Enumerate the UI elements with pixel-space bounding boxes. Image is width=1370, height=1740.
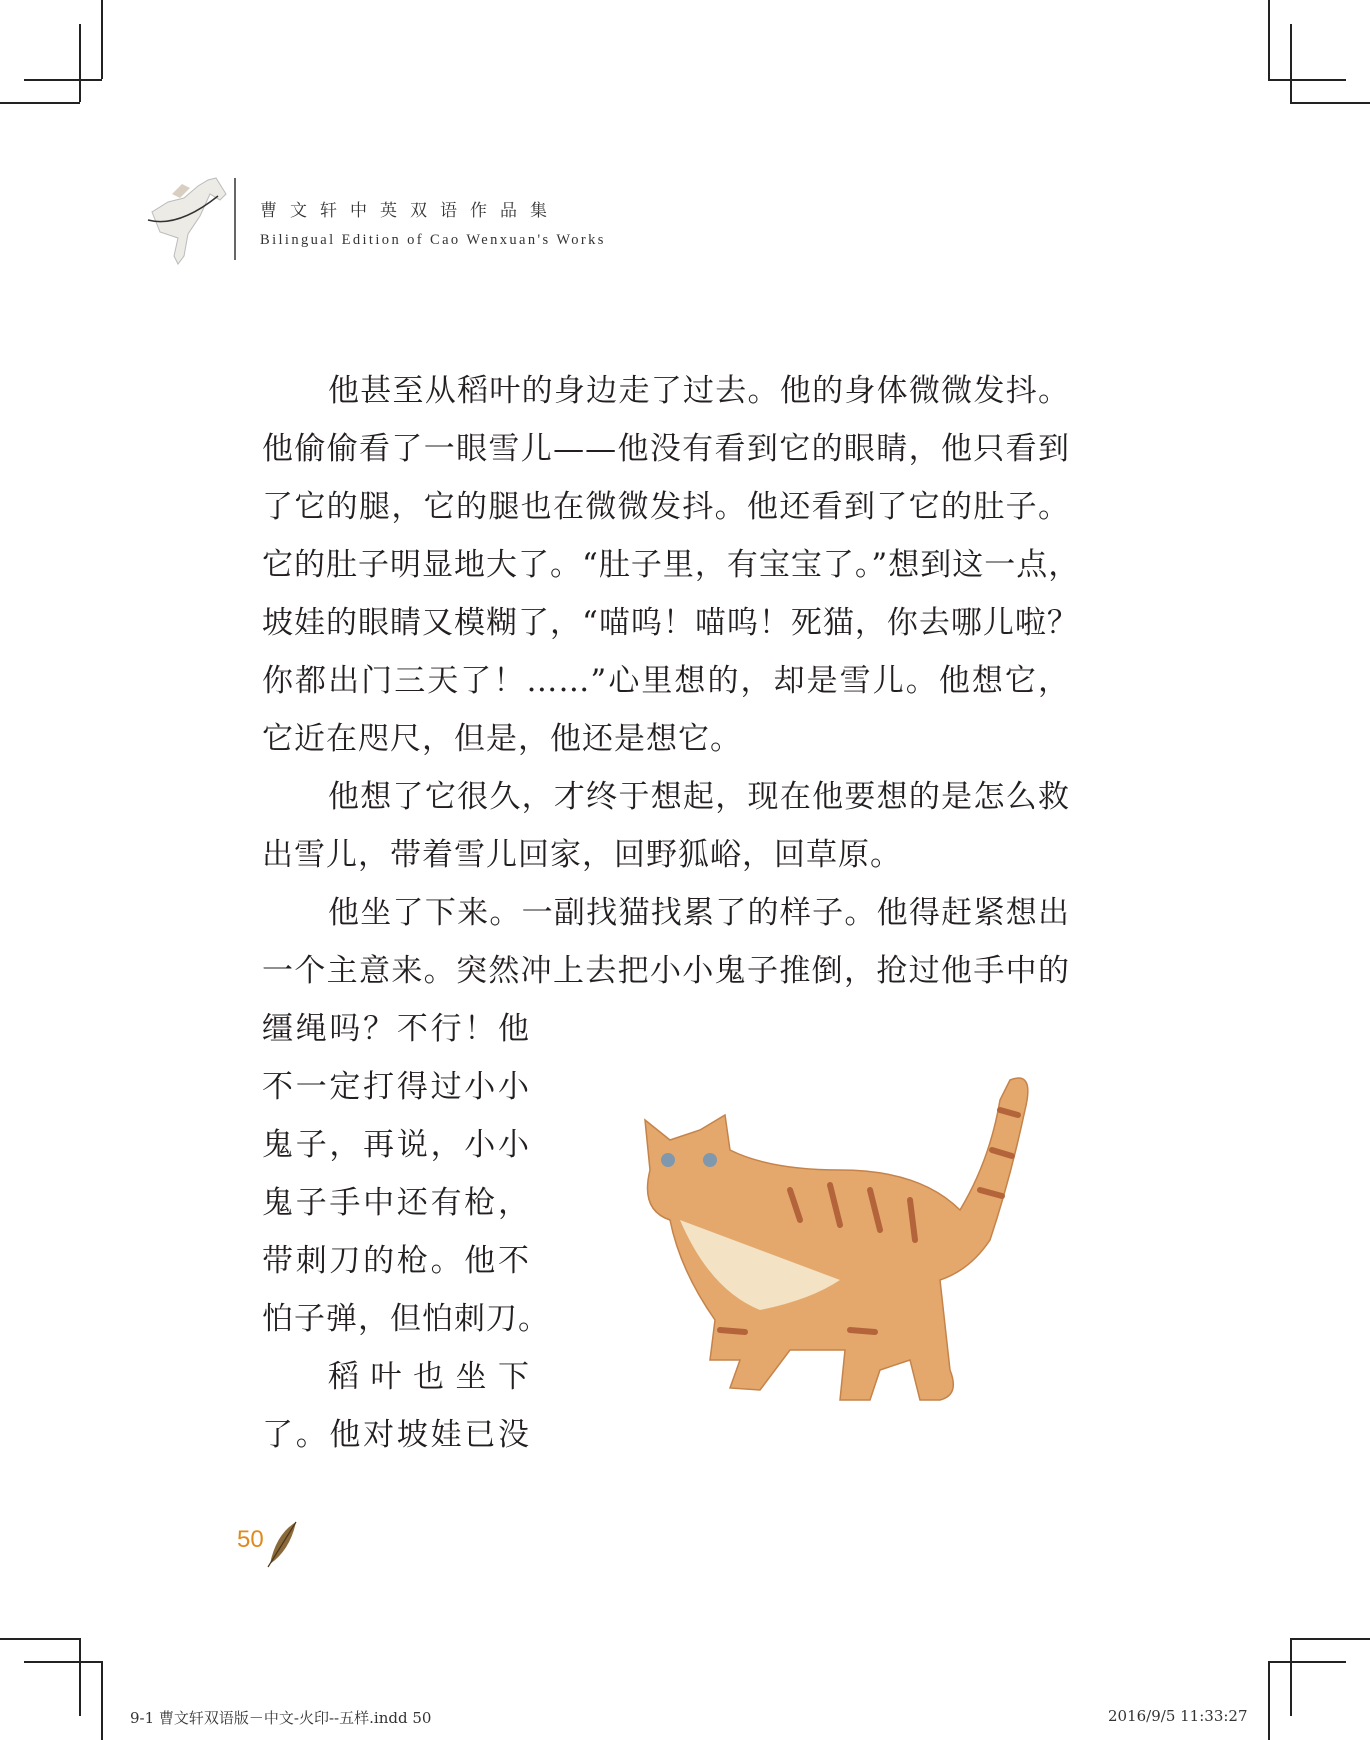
series-title-chinese: 曹文轩中英双语作品集 <box>260 201 560 221</box>
text-line: 他想了它很久，才终于想起，现在他要想的是怎么救 <box>328 779 1070 815</box>
series-title-english: Bilingual Edition of Cao Wenxuan's Works <box>260 232 606 248</box>
text-line: 带刺刀的枪。他不 <box>262 1243 530 1279</box>
print-slug-timestamp: 2016/9/5 11:33:27 <box>1108 1707 1248 1725</box>
running-header <box>130 168 690 278</box>
text-line: 稻叶也坐下 <box>328 1359 530 1395</box>
text-line: 了。他对坡娃已没 <box>262 1417 530 1453</box>
text-line: 你都出门三天了！……”心里想的，却是雪儿。他想它， <box>262 663 1070 699</box>
print-slug-filename: 9-1 曹文轩双语版－中文-火印--五样.indd 50 <box>130 1709 432 1727</box>
text-line: 怕子弹，但怕刺刀。 <box>262 1301 550 1337</box>
text-line: 了它的腿，它的腿也在微微发抖。他还看到了它的肚子。 <box>262 489 1070 525</box>
text-line: 它的肚子明显地大了。“肚子里，有宝宝了。”想到这一点， <box>262 547 1081 583</box>
text-line: 鬼子手中还有枪， <box>262 1185 530 1221</box>
text-line: 缰绳吗？不行！他 <box>262 1011 530 1047</box>
page-number: 50 <box>237 1526 264 1553</box>
text-line: 他坐了下来。一副找猫找累了的样子。他得赶紧想出 <box>328 895 1070 931</box>
text-line: 出雪儿，带着雪儿回家，回野狐峪，回草原。 <box>262 837 902 873</box>
text-line: 它近在咫尺，但是，他还是想它。 <box>262 721 742 757</box>
text-line: 一个主意来。突然冲上去把小小鬼子推倒，抢过他手中的 <box>262 953 1070 989</box>
feather-icon <box>266 1520 300 1568</box>
text-line: 鬼子，再说，小小 <box>262 1127 530 1163</box>
cat-illustration-icon <box>640 1070 1070 1440</box>
text-line: 坡娃的眼睛又模糊了，“喵呜！喵呜！死猫，你去哪儿啦？ <box>262 605 1079 641</box>
header-divider <box>234 178 236 260</box>
text-line: 不一定打得过小小 <box>262 1069 530 1105</box>
text-line: 他甚至从稻叶的身边走了过去。他的身体微微发抖。 <box>328 373 1070 409</box>
text-line: 他偷偷看了一眼雪儿——他没有看到它的眼睛，他只看到 <box>262 431 1070 467</box>
horse-illustration-icon <box>138 172 228 272</box>
